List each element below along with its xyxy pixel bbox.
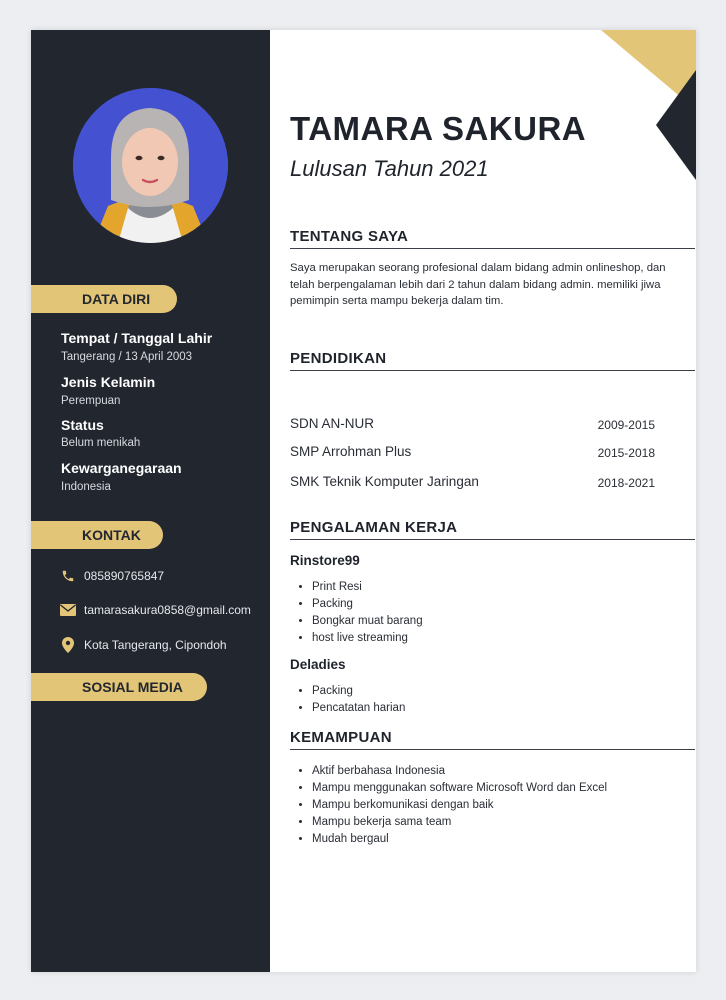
about-heading: TENTANG SAYA	[290, 228, 695, 249]
contact-phone	[60, 568, 164, 584]
contact-email	[60, 602, 251, 618]
profile-photo-image	[73, 88, 228, 243]
profile-photo	[73, 88, 228, 243]
graduation-subtitle: Lulusan Tahun 2021	[290, 156, 489, 181]
education-school: SDN AN-NUR	[290, 416, 375, 431]
resume-page	[31, 30, 696, 972]
education-row	[290, 474, 655, 490]
job-task-list	[294, 683, 405, 717]
birth-label: Tempat / Tanggal Lahir	[61, 330, 213, 346]
list-item: • Packing	[312, 596, 423, 613]
main-content	[270, 30, 696, 972]
location-value: Kota Tangerang, Cipondoh	[84, 638, 227, 652]
list-item: • Print Resi	[312, 579, 423, 596]
education-school: SMP Arrohman Plus	[290, 444, 412, 459]
education-years: 2018-2021	[597, 476, 655, 490]
education-row	[290, 416, 655, 432]
sidebar	[31, 30, 270, 972]
job-company: Rinstore99	[290, 553, 360, 568]
nationality-label: Kewarganegaraan	[61, 460, 182, 476]
full-name: TAMARA SAKURA	[290, 110, 587, 147]
list-item: • Mampu bekerja sama team	[312, 814, 607, 831]
email-value[interactable]: tamarasakura0858@gmail.com	[84, 603, 251, 617]
job-company: Deladies	[290, 657, 346, 672]
job-task-list	[294, 579, 423, 647]
phone-icon	[60, 568, 76, 584]
email-icon	[60, 602, 76, 618]
experience-heading: PENGALAMAN KERJA	[290, 519, 695, 540]
decorative-corner-top-right	[601, 30, 696, 180]
list-item: • Mampu berkomunikasi dengan baik	[312, 797, 607, 814]
contact-location	[60, 637, 227, 653]
list-item: • Mampu menggunakan software Microsoft Word dan Excel	[312, 780, 607, 797]
birth-value: Tangerang / 13 April 2003	[61, 351, 193, 363]
sosial-media-heading: SOSIAL MEDIA	[31, 673, 207, 701]
list-item: • Bongkar muat barang	[312, 613, 423, 630]
gender-value: Perempuan	[61, 395, 121, 407]
education-row	[290, 444, 655, 460]
education-years: 2009-2015	[597, 418, 655, 432]
data-diri-heading: DATA DIRI	[31, 285, 177, 313]
phone-value[interactable]: 085890765847	[84, 569, 165, 583]
skills-list	[294, 763, 607, 848]
status-label: Status	[61, 417, 104, 433]
status-value: Belum menikah	[61, 437, 141, 449]
gender-label: Jenis Kelamin	[61, 374, 156, 390]
education-school: SMK Teknik Komputer Jaringan	[290, 474, 479, 489]
about-text: Saya merupakan seorang profesional dalam bidang admin onlineshop, dan telah berpengalaman lebih dari 2 tahun dalam bidang admin. memiliki jiwa pemimpin serta mampu bekerja dalam tim.	[290, 262, 666, 307]
list-item: • Mudah bergaul	[312, 831, 607, 848]
education-years: 2015-2018	[597, 446, 655, 460]
kontak-heading: KONTAK	[31, 521, 163, 549]
nationality-value: Indonesia	[61, 481, 111, 493]
list-item: • Pencatatan harian	[312, 700, 405, 717]
education-heading: PENDIDIKAN	[290, 350, 695, 371]
list-item: • host live streaming	[312, 630, 423, 647]
skills-heading: KEMAMPUAN	[290, 729, 695, 750]
location-pin-icon	[60, 637, 76, 653]
list-item: • Packing	[312, 683, 405, 700]
list-item: • Aktif berbahasa Indonesia	[312, 763, 607, 780]
